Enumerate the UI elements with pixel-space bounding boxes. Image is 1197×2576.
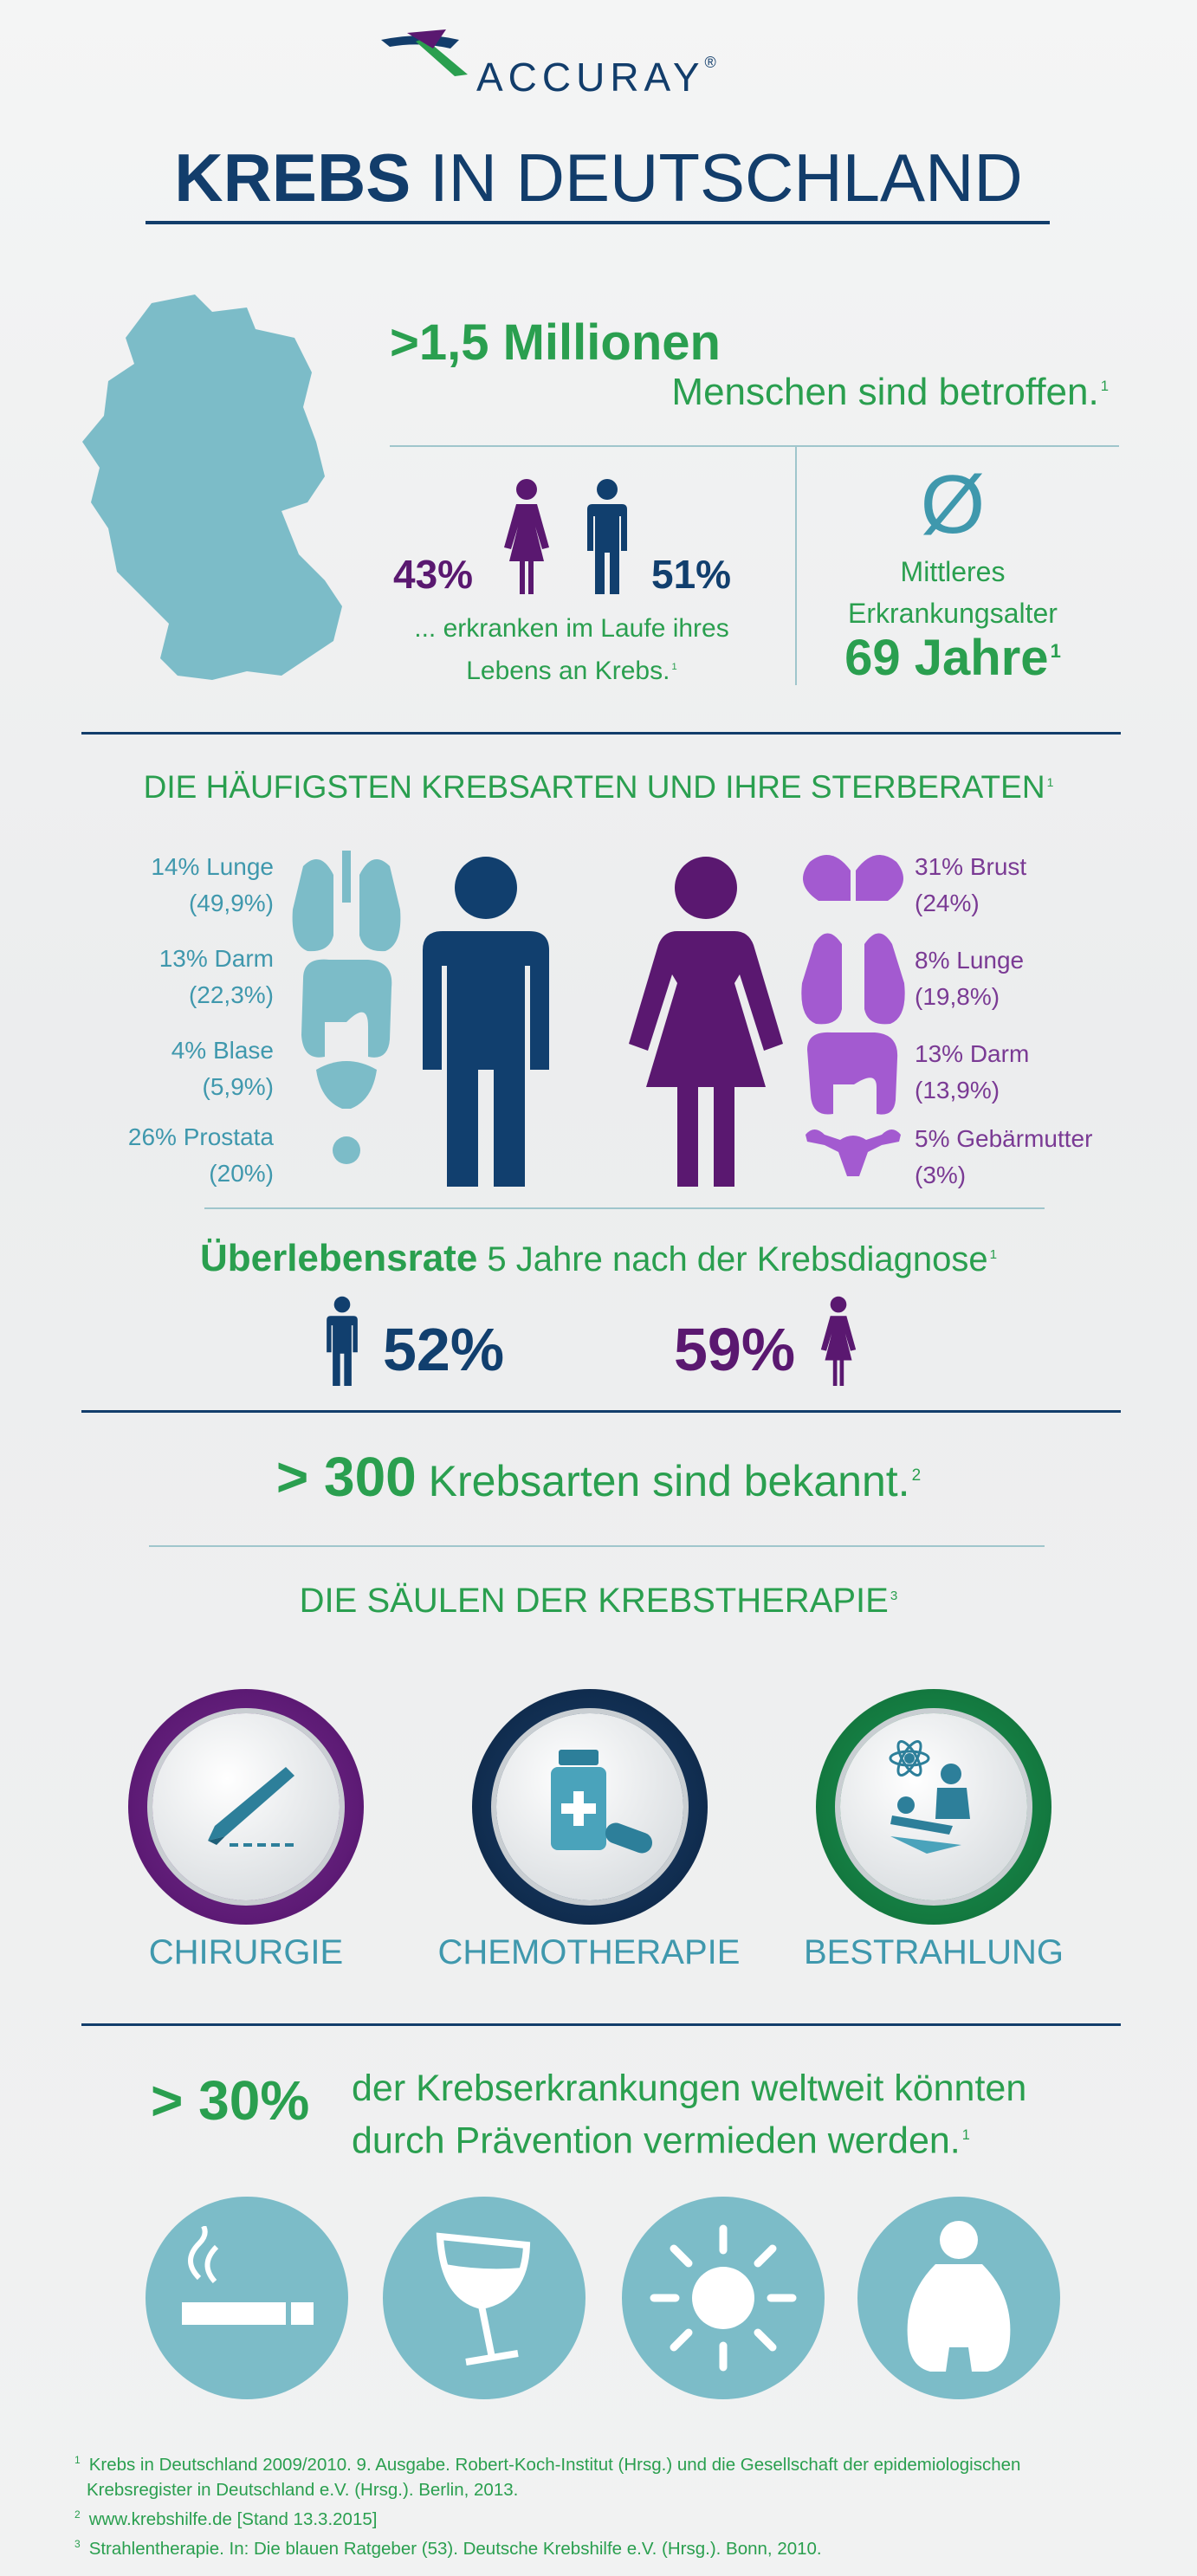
medicine-bottle-icon (528, 1739, 658, 1869)
footnote-text: Krebsregister in Deutschland e.V. (Hrsg.). Berlin, 2013. (87, 2479, 519, 2500)
female-type-label: 31% Brust (915, 853, 1027, 880)
male-icon (586, 478, 629, 594)
footnote-text: www.krebshilfe.de [Stand 13.3.2015] (88, 2508, 378, 2529)
survival-rest: 5 Jahre nach der Krebsdiagnose (477, 1240, 988, 1278)
female-type-label: 13% Darm (915, 1040, 1030, 1067)
avg-symbol-icon: Ø (920, 458, 986, 551)
footnote-number: 1 (74, 2454, 81, 2466)
male-percent: 51% (651, 552, 732, 597)
millions-stat: >1,5 Millionen (390, 314, 721, 371)
survival-bold: Überlebensrate (199, 1237, 478, 1279)
male-type-label: 4% Blase (171, 1037, 274, 1064)
radiation-treatment-icon (875, 1732, 996, 1862)
female-icon (819, 1296, 857, 1386)
female-type-label: 8% Lunge (915, 947, 1025, 974)
male-type-label: 26% Prostata (127, 1123, 274, 1150)
sun-icon (641, 2216, 806, 2380)
types-heading (0, 769, 1197, 806)
female-type-rate: (24%) (915, 890, 980, 916)
male-type-rate: (22,3%) (188, 981, 274, 1008)
female-percent: 43% (393, 552, 474, 597)
affected-ref: 1 (1100, 378, 1109, 395)
lifetime-ref: 1 (671, 662, 677, 672)
avg-age-ref: 1 (1050, 639, 1061, 662)
section-rule-1 (81, 732, 1121, 735)
male-type-rate: (20%) (209, 1160, 274, 1187)
cigarette-icon (165, 2226, 329, 2365)
prevention-percent: > 30% (151, 2069, 310, 2132)
female-icon (502, 478, 551, 594)
section-rule-2 (81, 1410, 1121, 1413)
footnote-number: 3 (74, 2537, 81, 2550)
female-survival-percent: 59% (674, 1316, 796, 1383)
list-item (915, 1036, 1174, 1121)
woman-figure-icon (627, 853, 785, 1187)
stats-divider (390, 445, 1119, 447)
list-item (915, 849, 1174, 942)
prevention-line2: durch Prävention vermieden werden. (352, 2120, 961, 2162)
known-bold: > 300 (275, 1446, 417, 1508)
affected-text (390, 371, 1109, 414)
brand-reg: ® (704, 54, 721, 71)
footnote-item (73, 2532, 1164, 2561)
female-type-rate: (3%) (915, 1162, 967, 1188)
list-item (52, 1032, 274, 1119)
footnotes (73, 2448, 1164, 2560)
male-type-label: 13% Darm (159, 945, 274, 972)
prevention-ref: 1 (961, 2127, 970, 2143)
female-types-list (915, 849, 1174, 1194)
title-underline (146, 221, 1050, 224)
obese-person-icon (901, 2217, 1017, 2382)
avg-age (806, 629, 1100, 687)
avg-label2: Erkrankungsalter (848, 598, 1058, 629)
types-heading-text: DIE HÄUFIGSTEN KREBSARTEN UND IHRE STERBERATEN (143, 769, 1045, 805)
male-type-label: 14% Lunge (151, 853, 274, 880)
footnote-number: 2 (74, 2508, 81, 2521)
pillars-heading (0, 1582, 1197, 1621)
title-bold: KREBS (174, 139, 411, 216)
prevention-line1: der Krebserkrankungen weltweit könnten (352, 2068, 1027, 2109)
affected-label: Menschen sind betroffen. (671, 371, 1099, 413)
wine-glass-icon (414, 2219, 553, 2375)
list-item (52, 941, 274, 1032)
stats-vertical-divider (795, 447, 797, 685)
known-types (0, 1445, 1197, 1509)
list-item (52, 849, 274, 941)
title-rest: IN DEUTSCHLAND (411, 139, 1023, 216)
avg-label1: Mittleres (900, 556, 1006, 587)
page-title (0, 139, 1197, 217)
footnote-item (73, 2502, 1164, 2532)
section-rule-3 (81, 2023, 1121, 2026)
female-type-rate: (19,8%) (915, 983, 1000, 1010)
footnote-text: Krebs in Deutschland 2009/2010. 9. Ausgabe. Robert-Koch-Institut (Hrsg.) und die Gesellschaft der epidemiologischen (88, 2454, 1021, 2475)
male-type-rate: (5,9%) (202, 1073, 274, 1100)
accuray-logo (372, 23, 780, 100)
male-type-rate: (49,9%) (188, 890, 274, 916)
male-survival-percent: 52% (383, 1316, 505, 1383)
known-ref: 2 (911, 1466, 922, 1485)
man-figure-icon (421, 853, 551, 1187)
male-types-list (52, 849, 274, 1192)
known-divider (149, 1545, 1045, 1547)
avg-age-value: 69 Jahre (844, 630, 1049, 686)
list-item (915, 1121, 1174, 1194)
female-type-rate: (13,9%) (915, 1077, 1000, 1104)
types-heading-ref: 1 (1046, 774, 1054, 789)
pillars-heading-text: DIE SÄULEN DER KREBSTHERAPIE (299, 1582, 889, 1620)
pillar-label-chemo: CHEMOTHERAPIE (437, 1933, 741, 1971)
footnote-text: Strahlentherapie. In: Die blauen Ratgeber (53). Deutsche Krebshilfe e.V. (Hrsg.). Bonn, 2010. (88, 2538, 822, 2559)
lifetime-line2: Lebens an Krebs. (466, 657, 670, 685)
pillars-heading-ref: 3 (890, 1588, 898, 1603)
male-organs-icon (286, 849, 407, 1169)
lifetime-line1: ... erkranken im Laufe ihres (414, 614, 729, 643)
avg-age-block (806, 551, 1100, 634)
survival-ref: 1 (989, 1246, 998, 1262)
prevention-text (352, 2065, 1026, 2164)
female-organs-icon (797, 849, 909, 1178)
female-type-label: 5% Gebärmutter (915, 1125, 1093, 1152)
scalpel-icon (191, 1758, 303, 1854)
pillar-label-surgery: CHIRURGIE (148, 1933, 344, 1971)
footnote-item (73, 2477, 1164, 2502)
known-rest: Krebsarten sind bekannt. (416, 1457, 910, 1505)
brand-name: ACCURAY (476, 55, 705, 100)
male-icon (325, 1296, 359, 1386)
list-item (52, 1119, 274, 1192)
lifetime-text (372, 610, 771, 690)
logo-swoosh-icon (372, 23, 494, 83)
pillar-label-radiation: BESTRAHLUNG (803, 1933, 1064, 1971)
germany-map-icon (82, 294, 368, 684)
list-item (915, 942, 1174, 1036)
survival-heading (0, 1237, 1197, 1280)
types-divider (204, 1207, 1045, 1209)
footnote-item (73, 2448, 1164, 2477)
